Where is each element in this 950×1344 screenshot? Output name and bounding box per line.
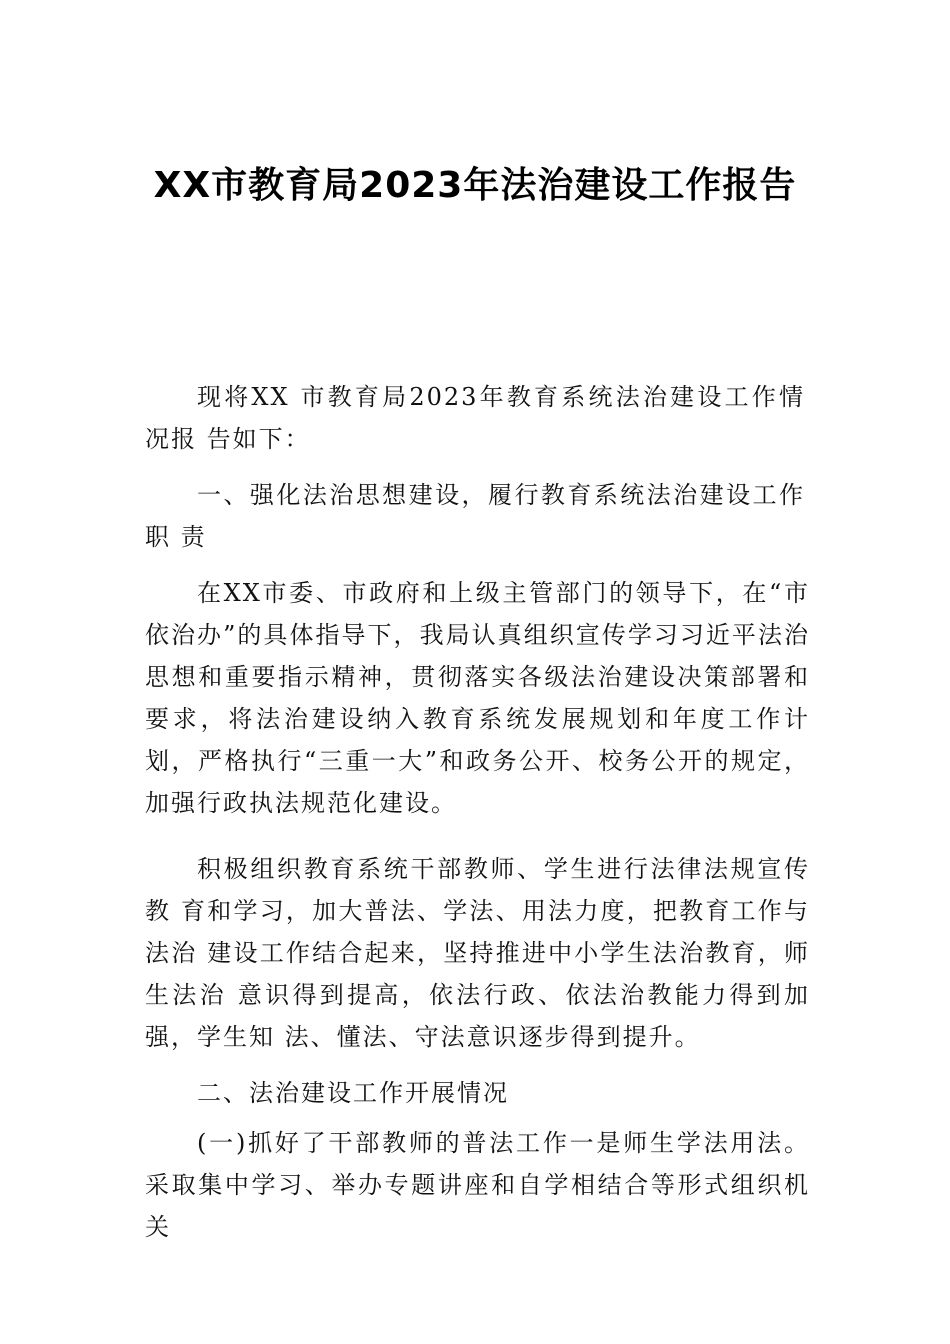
paragraph-text: 在XX市委、市政府和上级主管部门的领导下，在“市依治办”的具体指导下，我局认真组织宣传学习习近平法治思想和重要指示精神，贯彻落实各级法治建设决策部署和要求，将法治建设纳入教育系统发展规划和年度工作计划，严格执行“三重一大”和政务公开、校务公开的规定，加强行政执法规范化建设。 — [145, 579, 810, 817]
section-heading-one — [145, 474, 805, 558]
paragraph-leadership — [145, 572, 810, 824]
section-heading-text: 一、强化法治思想建设，履行教育系统法治建设工作职 责 — [145, 481, 805, 551]
document-title: XX市教育局2023年法治建设工作报告 — [153, 165, 797, 206]
paragraph-intro — [145, 376, 805, 460]
paragraph-education — [145, 848, 810, 1058]
paragraph-text: 现将XX 市教育局2023年教育系统法治建设工作情况报 告如下： — [145, 383, 805, 453]
paragraph-text: (一)抓好了干部教师的普法工作一是师生学法用法。采取集中学习、举办专题讲座和自学相结合等形式组织机关 — [145, 1129, 810, 1241]
paragraph-subsection-one — [145, 1122, 810, 1248]
paragraph-text: 积极组织教育系统干部教师、学生进行法律法规宣传教 育和学习，加大普法、学法、用法力度，把教育工作与法治 建设工作结合起来，坚持推进中小学生法治教育，师生法治 意识得到提高，依法行政、依法治教能力得到加强，学生知 法、懂法、守法意识逐步得到提升。 — [145, 855, 810, 1051]
section-heading-two — [145, 1072, 810, 1114]
section-heading-text: 二、法治建设工作开展情况 — [197, 1079, 509, 1107]
